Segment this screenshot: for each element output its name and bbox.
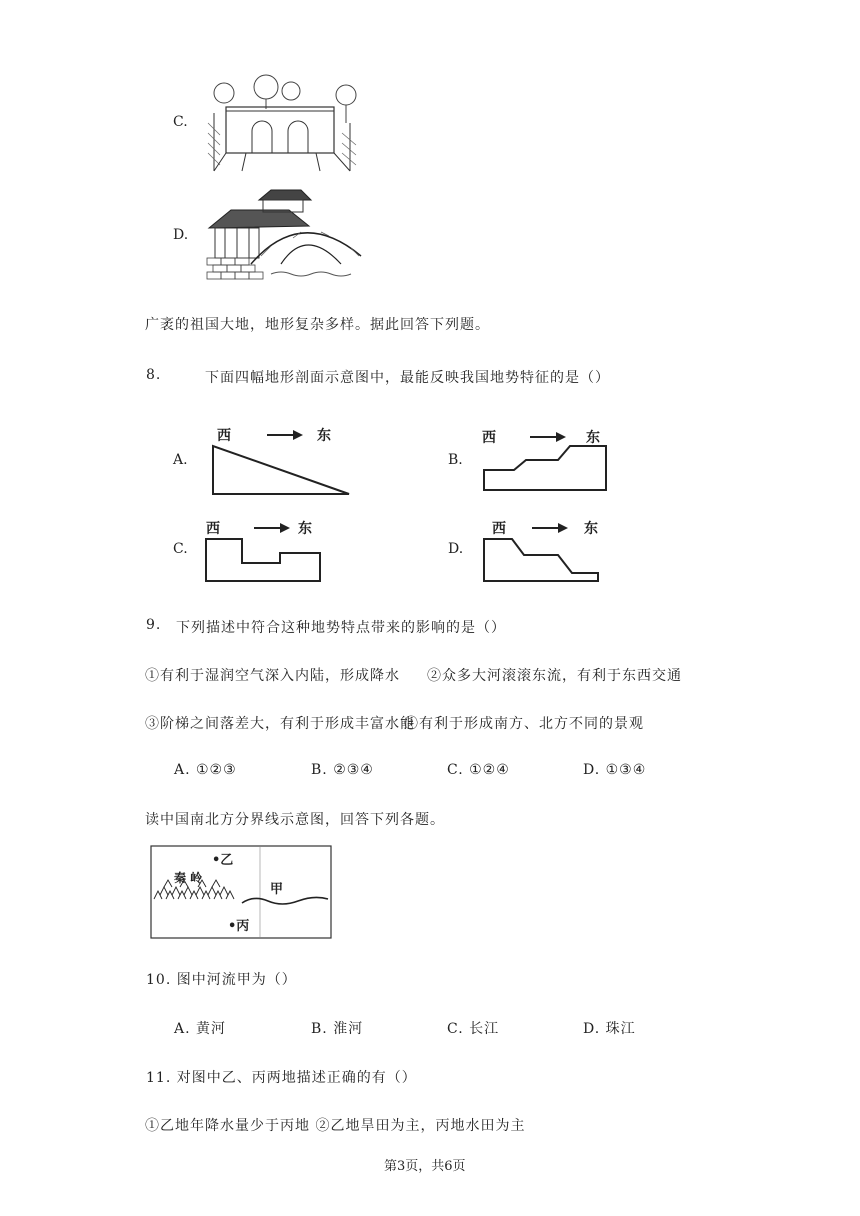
q8-option-c-label: C.: [173, 541, 188, 557]
q9-choice-c: C. ①②④: [447, 762, 510, 778]
map-label-qinling: 秦 岭: [174, 871, 203, 885]
q9-statement-3: ③阶梯之间落差大，有利于形成丰富水能: [145, 716, 415, 732]
profile-b: [478, 424, 614, 494]
q11-stem: 11. 对图中乙、丙两地描述正确的有（）: [146, 1070, 417, 1086]
option-d-label: D.: [173, 227, 189, 243]
q11-statements: ①乙地年降水量少于丙地 ②乙地旱田为主，丙地水田为主: [145, 1118, 526, 1134]
profile-c: [200, 517, 328, 585]
option-d-sketch: [201, 186, 367, 282]
q10-choice-a: A. 黄河: [174, 1021, 227, 1037]
profile-a-west: 西: [217, 428, 231, 444]
q8-number: 8.: [146, 367, 162, 383]
q8-option-b-label: B.: [448, 452, 463, 468]
q9-choice-d: D. ①③④: [583, 762, 647, 778]
q9-statement-1: ①有利于湿润空气深入内陆，形成降水: [145, 668, 400, 684]
profile-d-west: 西: [492, 521, 506, 537]
option-c-label: C.: [173, 114, 188, 130]
map-label-yi: •乙: [212, 853, 234, 868]
q8-option-d-label: D.: [448, 541, 464, 557]
map-label-bing: •丙: [228, 919, 250, 934]
q9-choice-a: A. ①②③: [174, 762, 237, 778]
north-south-boundary-map: [150, 845, 332, 939]
q10-choice-c: C. 长江: [447, 1021, 500, 1037]
page-footer: 第3页，共6页: [384, 1159, 466, 1174]
profile-d: [478, 517, 606, 585]
profile-a: [205, 424, 355, 500]
q9-number: 9.: [146, 617, 162, 633]
profile-b-east: 东: [586, 430, 600, 446]
q9-choice-b: B. ②③④: [311, 762, 374, 778]
q9-stem: 下列描述中符合这种地势特点带来的影响的是（）: [176, 620, 506, 636]
q9-statement-2: ②众多大河滚滚东流，有利于东西交通: [427, 668, 682, 684]
profile-b-west: 西: [482, 430, 496, 446]
profile-a-east: 东: [317, 428, 331, 444]
map-label-jia: 甲: [270, 882, 284, 897]
q8-stem: 下面四幅地形剖面示意图中，最能反映我国地势特征的是（）: [205, 370, 610, 386]
profile-d-east: 东: [584, 521, 598, 537]
option-c-sketch: [206, 73, 358, 173]
q8-option-a-label: A.: [173, 452, 188, 468]
q10-stem: 10. 图中河流甲为（）: [146, 972, 297, 988]
intro-map: 读中国南北方分界线示意图，回答下列各题。: [145, 812, 445, 828]
profile-c-west: 西: [206, 521, 220, 537]
intro-terrain: 广袤的祖国大地，地形复杂多样。据此回答下列题。: [145, 317, 490, 333]
q10-choice-d: D. 珠江: [583, 1021, 636, 1037]
q10-choice-b: B. 淮河: [311, 1021, 364, 1037]
profile-c-east: 东: [298, 521, 312, 537]
q9-statement-4: ④有利于形成南方、北方不同的景观: [404, 716, 644, 732]
